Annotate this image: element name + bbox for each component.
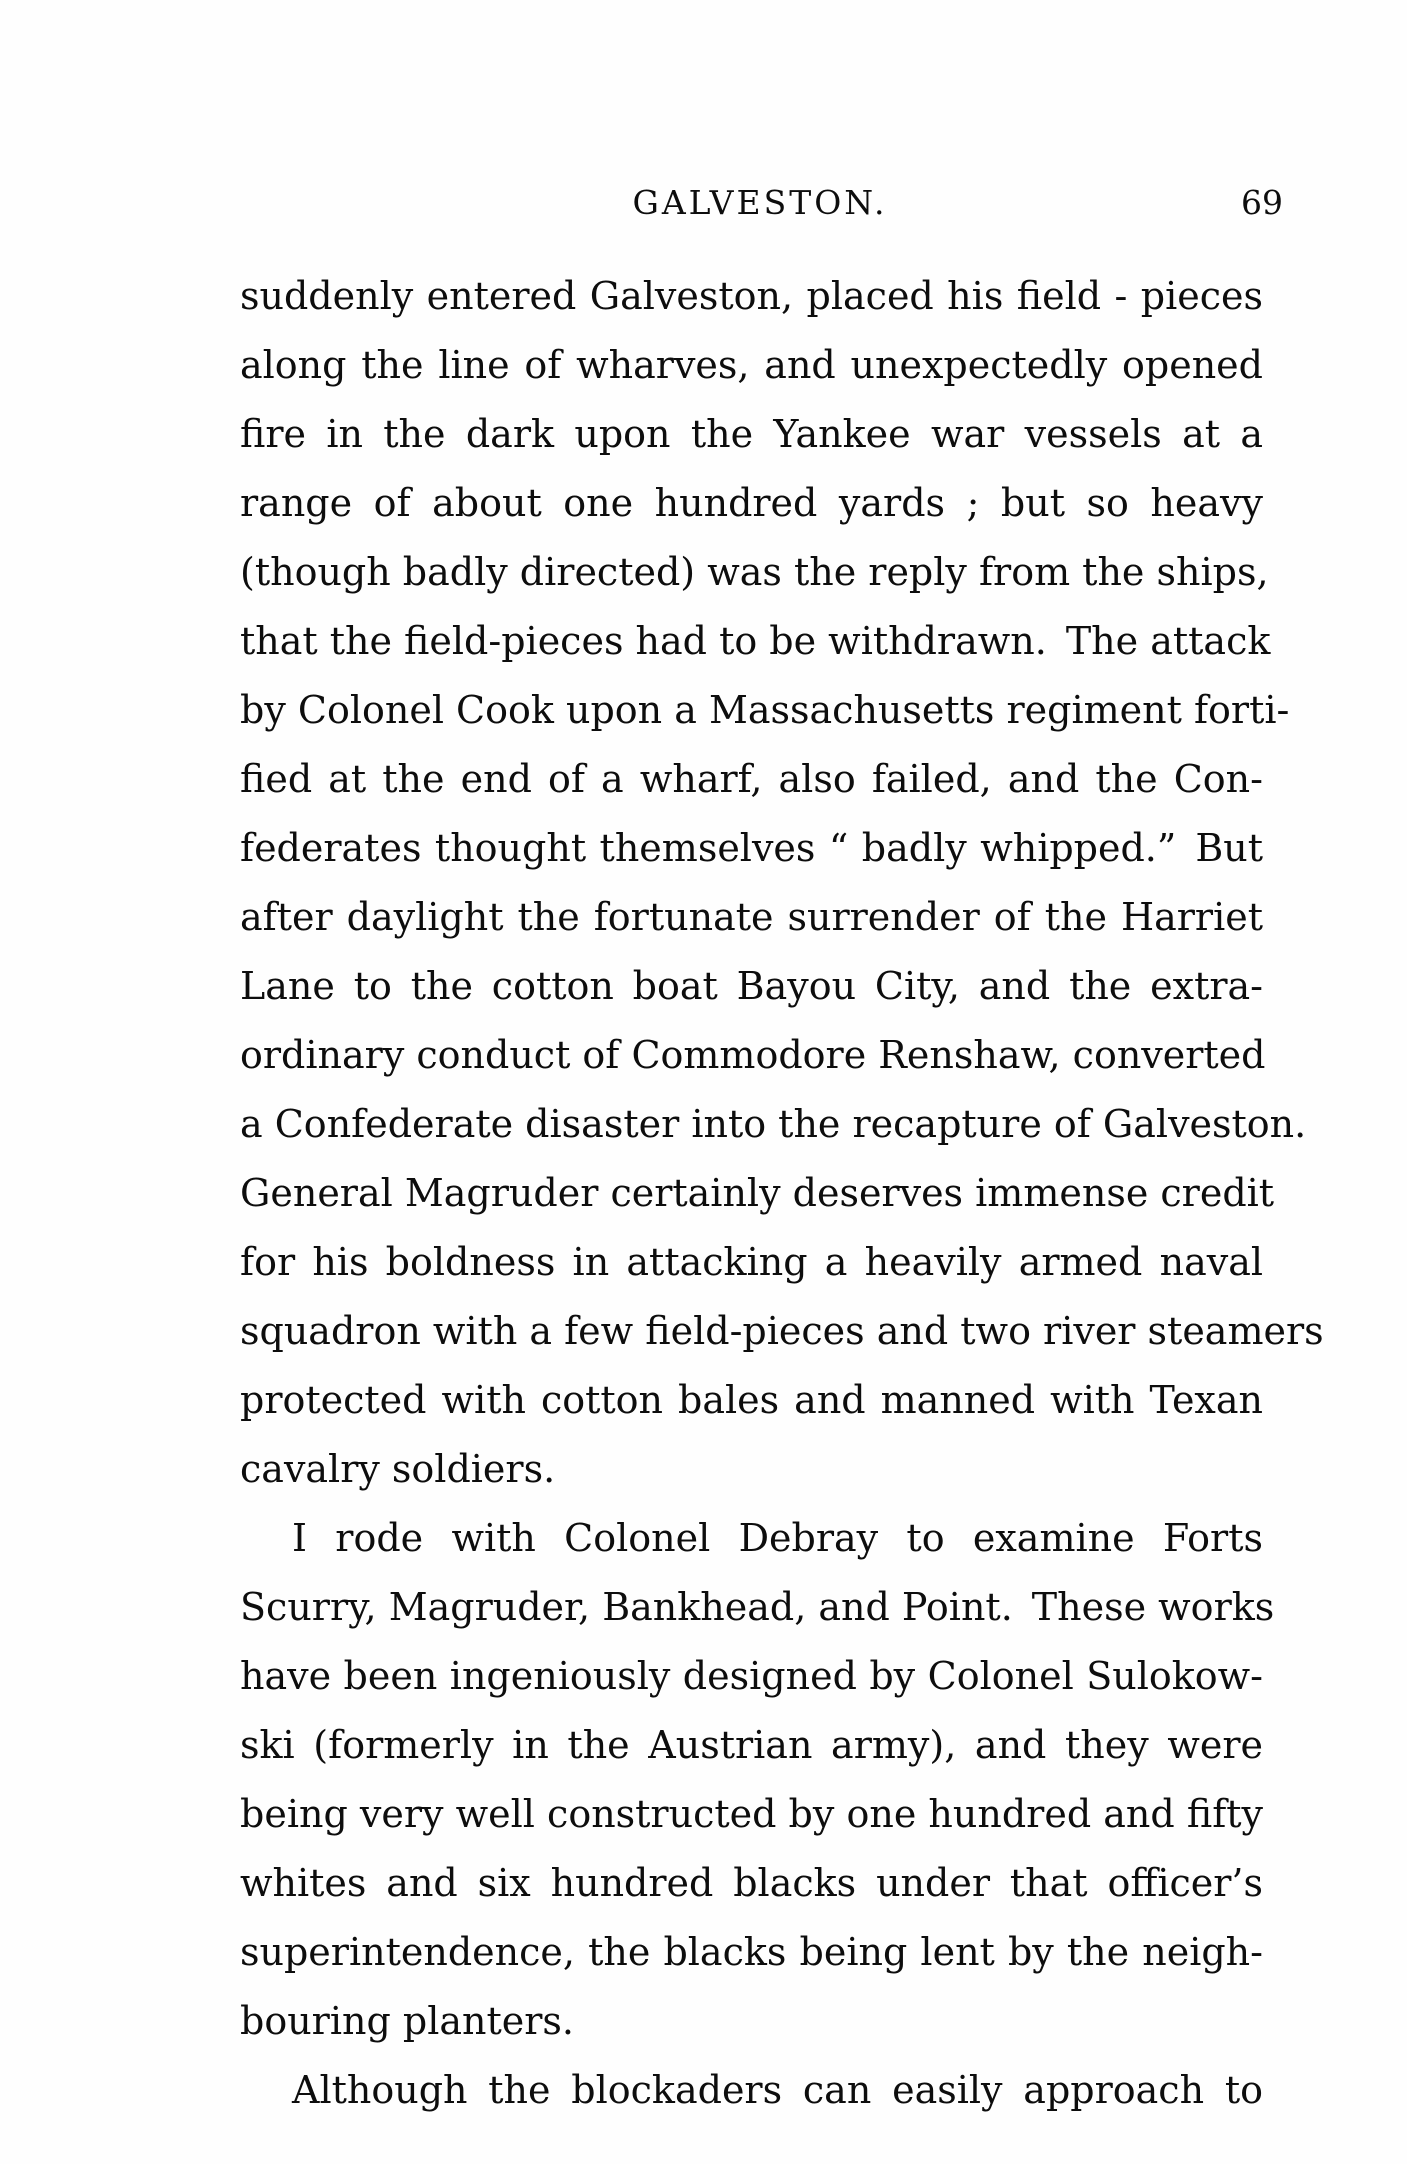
text-line: have been ingeniously designed by Colonel Sulokow- [240, 1654, 1263, 1698]
text-line: for his boldness in attacking a heavily armed naval [240, 1240, 1263, 1284]
text-line: bouring planters. [240, 1999, 574, 2043]
text-line: after daylight the fortunate surrender of the Harriet [240, 895, 1263, 939]
text-line: superintendence, the blacks being lent by the neigh- [240, 1930, 1263, 1974]
text-line: fire in the dark upon the Yankee war vessels at a [240, 412, 1263, 456]
text-line: Lane to the cotton boat Bayou City, and the extra- [240, 964, 1263, 1008]
text-line: that the field-pieces had to be withdrawn. The attack [240, 619, 1271, 663]
text-line: (though badly directed) was the reply from the ships, [240, 550, 1269, 594]
text-line: ordinary conduct of Commodore Renshaw, converted [240, 1033, 1266, 1077]
text-line: Scurry, Magruder, Bankhead, and Point. These works [240, 1585, 1275, 1629]
text-line: squadron with a few field-pieces and two river steamers [240, 1309, 1324, 1353]
running-header: GALVESTON. [632, 183, 888, 222]
paragraph [240, 262, 1324, 1504]
page-number: 69 [1241, 183, 1283, 222]
text-line: being very well constructed by one hundred and fifty [240, 1792, 1263, 1836]
text-line: General Magruder certainly deserves immense credit [240, 1171, 1275, 1215]
text-line: cavalry soldiers. [240, 1447, 556, 1491]
text-line: fied at the end of a wharf, also failed, and the Con- [240, 757, 1263, 801]
text-line: range of about one hundred yards ; but so heavy [240, 481, 1263, 525]
text-line: a Confederate disaster into the recapture of Galveston. [240, 1102, 1307, 1146]
paragraph [240, 2056, 1263, 2125]
text-line: federates thought themselves “ badly whipped.” But [240, 826, 1263, 870]
page-body [240, 262, 1324, 2125]
text-line: whites and six hundred blacks under that officer’s [240, 1861, 1263, 1905]
text-line: suddenly entered Galveston, placed his field - pieces [240, 274, 1263, 318]
text-line: along the line of wharves, and unexpectedly opened [240, 343, 1263, 387]
text-line: Although the blockaders can easily approach to [292, 2068, 1263, 2112]
text-line: by Colonel Cook upon a Massachusetts regiment forti- [240, 688, 1290, 732]
text-line: ski (formerly in the Austrian army), and they were [240, 1723, 1263, 1767]
text-line: I rode with Colonel Debray to examine Forts [292, 1516, 1263, 1560]
paragraph [240, 1504, 1275, 2056]
page-header-row [240, 183, 1283, 227]
text-line: protected with cotton bales and manned with Texan [240, 1378, 1263, 1422]
